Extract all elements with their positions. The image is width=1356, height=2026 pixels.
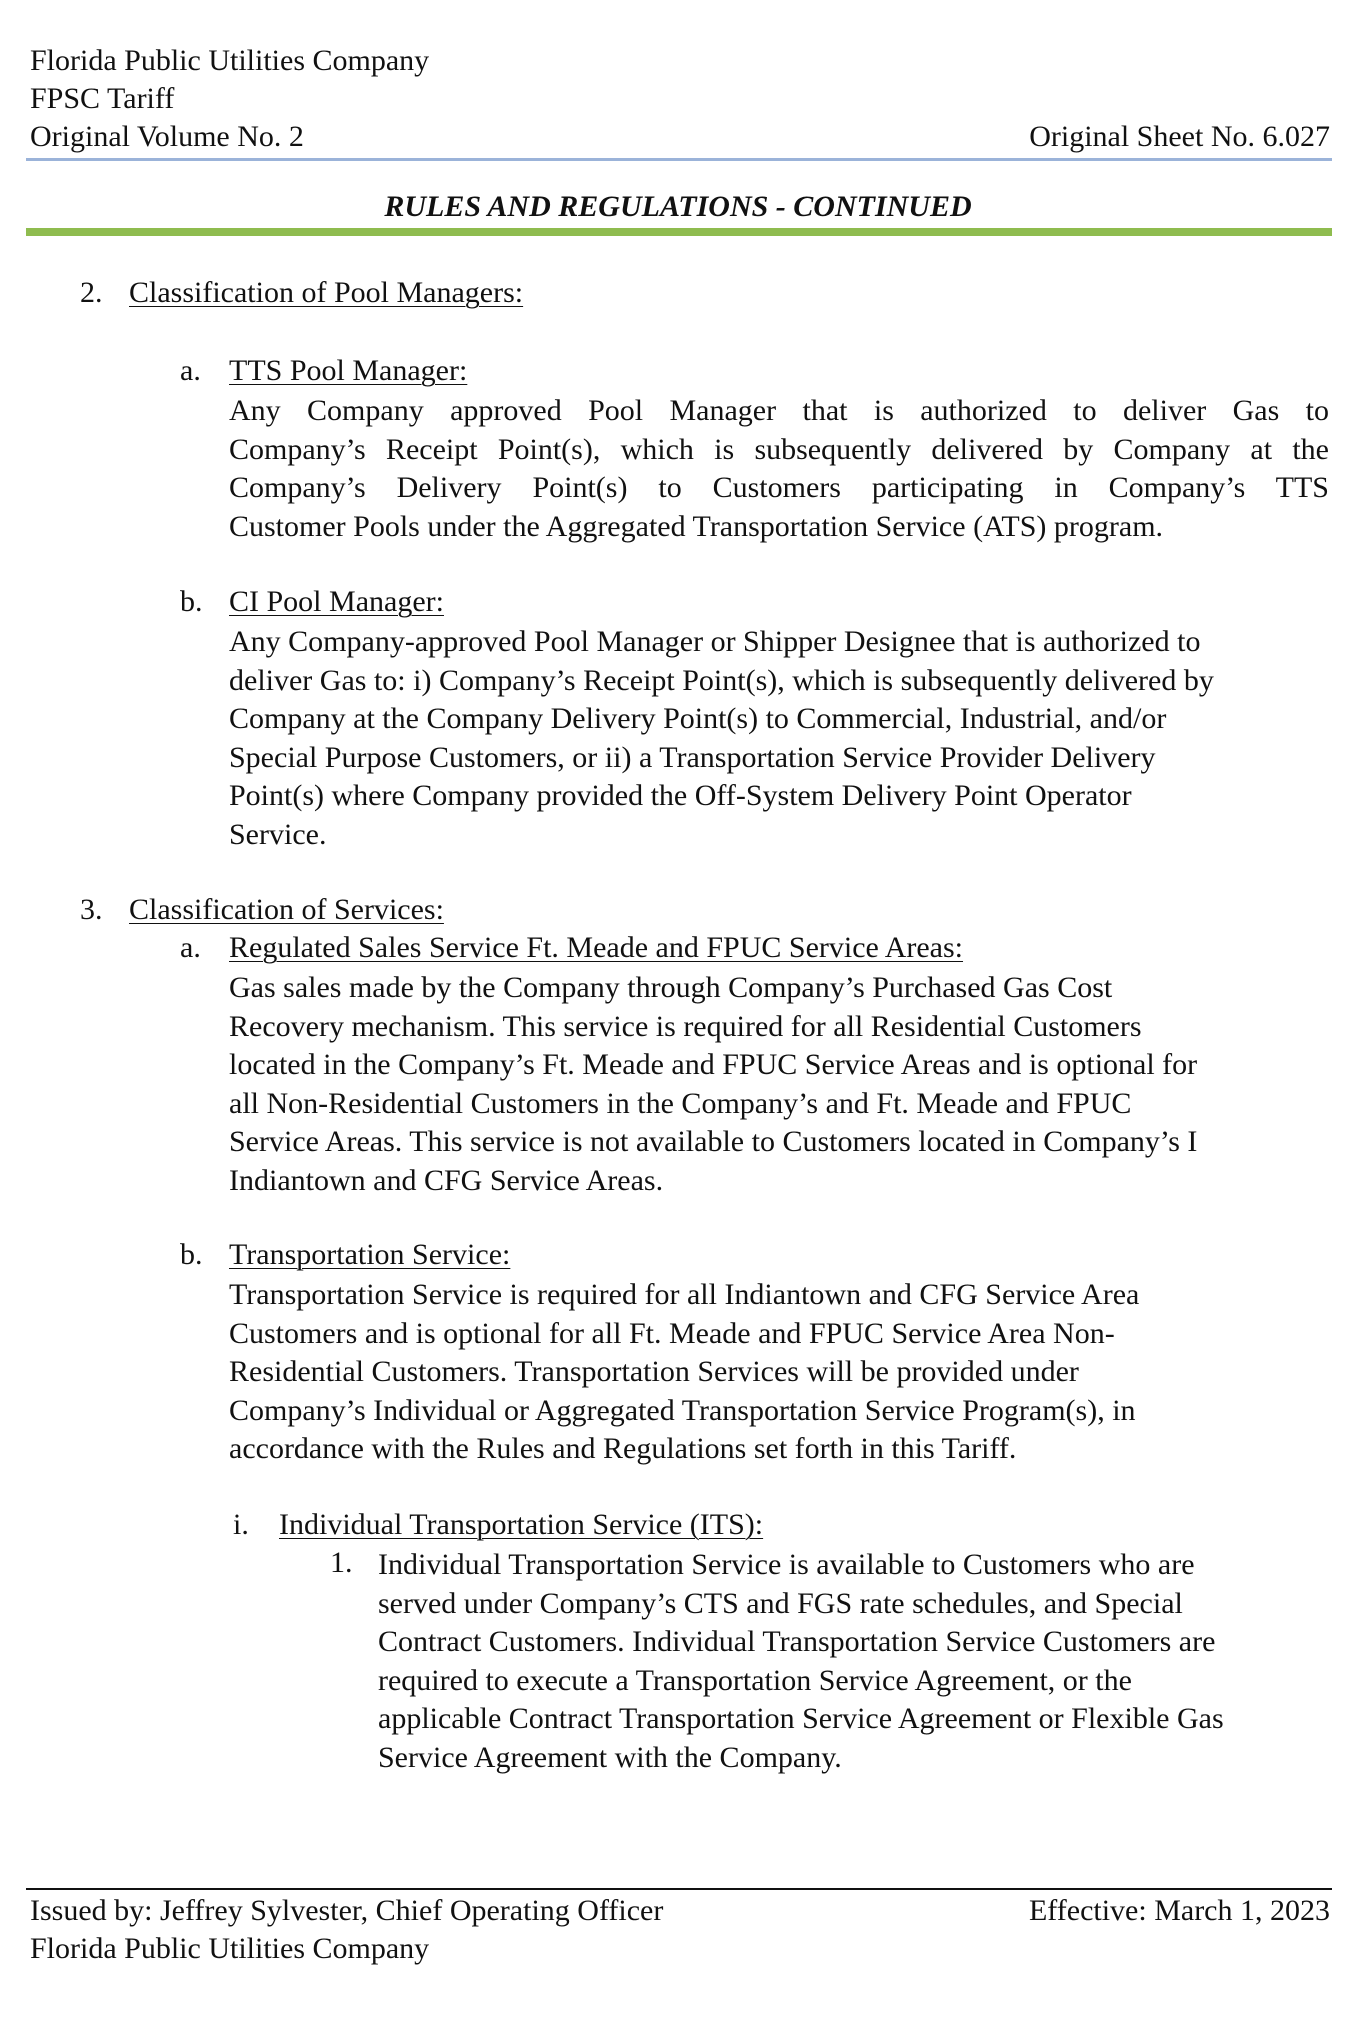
sec3b-line: Customers and is optional for all Ft. Meade and FPUC Service Area Non- <box>229 1316 1115 1350</box>
footer-issued-by: Issued by: Jeffrey Sylvester, Chief Operating Officer <box>30 1894 664 1927</box>
sec3b-letter: b. <box>180 1238 203 1271</box>
sec2b-line: Company at the Company Delivery Point(s) to Commercial, Industrial, and/or <box>229 702 1167 735</box>
sec3a-line: Service Areas. This service is not available to Customers located in Company’s I <box>229 1125 1198 1158</box>
sec2a-line: Company’s Delivery Point(s) to Customers participating in Company’s TTS <box>229 471 1329 504</box>
sec2b-line: Service. <box>229 817 327 851</box>
sec2a-body <box>229 392 1329 546</box>
footer-divider <box>26 1888 1332 1890</box>
sec3a-letter: a. <box>180 931 201 964</box>
sec3a-body <box>229 969 1329 1200</box>
sec3bi1-line: Service Agreement with the Company. <box>378 1740 842 1774</box>
sec3a-line: located in the Company’s Ft. Meade and FPUC Service Areas and is optional for <box>229 1048 1198 1081</box>
sec3bi1-line: Individual Transportation Service is available to Customers who are <box>378 1548 1195 1581</box>
sec2-number: 2. <box>80 276 103 309</box>
sec3b-heading: Transportation Service: <box>229 1238 511 1271</box>
sec3bi-heading: Individual Transportation Service (ITS): <box>279 1508 764 1541</box>
header-volume: Original Volume No. 2 <box>30 120 304 153</box>
sec2b-line: deliver Gas to: i) Company’s Receipt Point(s), which is subsequently delivered by <box>229 663 1214 697</box>
sec3b-body <box>229 1276 1329 1469</box>
sec2a-heading: TTS Pool Manager: <box>229 354 468 387</box>
sec3-number: 3. <box>80 893 103 926</box>
sec3a-line: Recovery mechanism. This service is required for all Residential Customers <box>229 1009 1142 1043</box>
footer-effective-date: Effective: March 1, 2023 <box>1028 1894 1330 1927</box>
sec3bi1-line: served under Company’s CTS and FGS rate schedules, and Special <box>378 1586 1183 1620</box>
header-sheet-number: Original Sheet No. 6.027 <box>1029 120 1330 153</box>
sec3b-line: Residential Customers. Transportation Services will be provided under <box>229 1355 1079 1388</box>
sec2a-letter: a. <box>180 354 201 387</box>
sec2b-line: Point(s) where Company provided the Off-System Delivery Point Operator <box>229 779 1132 812</box>
page-header <box>30 42 1330 156</box>
sec2a-line: Customer Pools under the Aggregated Transportation Service (ATS) program. <box>229 509 1164 543</box>
sec3bi1-number: 1. <box>330 1546 353 1579</box>
sec3bi1-line: applicable Contract Transportation Service Agreement or Flexible Gas <box>378 1702 1224 1735</box>
sec3a-line: all Non-Residential Customers in the Company’s and Ft. Meade and FPUC <box>229 1086 1132 1120</box>
sec3a-line: Indiantown and CFG Service Areas. <box>229 1163 664 1197</box>
sec3b-line: Transportation Service is required for all Indiantown and CFG Service Area <box>229 1278 1140 1311</box>
header-tariff: FPSC Tariff <box>30 82 175 115</box>
sec3-heading: Classification of Services: <box>129 893 444 926</box>
sec3bi1-body <box>378 1546 1328 1777</box>
sec3a-heading: Regulated Sales Service Ft. Meade and FPUC Service Areas: <box>229 931 964 964</box>
sec2-heading: Classification of Pool Managers: <box>129 276 524 309</box>
sec3b-line: accordance with the Rules and Regulations set forth in this Tariff. <box>229 1432 1017 1465</box>
sec2b-line: Special Purpose Customers, or ii) a Transportation Service Provider Delivery <box>229 740 1156 774</box>
sec2b-heading: CI Pool Manager: <box>229 585 444 618</box>
sec3a-line: Gas sales made by the Company through Company’s Purchased Gas Cost <box>229 971 1113 1004</box>
title-divider <box>26 228 1332 236</box>
sec3bi-numeral: i. <box>233 1508 249 1541</box>
sec3bi1-line: Contract Customers. Individual Transportation Service Customers are <box>378 1625 1216 1658</box>
sec2b-letter: b. <box>180 585 203 618</box>
sec3bi1-line: required to execute a Transportation Service Agreement, or the <box>378 1663 1132 1697</box>
sec2a-line: Company’s Receipt Point(s), which is subsequently delivered by Company at the <box>229 432 1329 466</box>
footer-company: Florida Public Utilities Company <box>30 1932 430 1965</box>
header-company: Florida Public Utilities Company <box>30 44 430 77</box>
page-footer <box>30 1892 1330 1968</box>
sec2b-line: Any Company-approved Pool Manager or Shipper Designee that is authorized to <box>229 625 1201 658</box>
section-title: RULES AND REGULATIONS - CONTINUED <box>384 190 972 223</box>
sec3b-line: Company’s Individual or Aggregated Transportation Service Program(s), in <box>229 1393 1136 1427</box>
header-divider <box>26 158 1332 161</box>
sec2a-line: Any Company approved Pool Manager that is authorized to deliver Gas to <box>229 394 1329 427</box>
sec2b-body <box>229 623 1329 854</box>
